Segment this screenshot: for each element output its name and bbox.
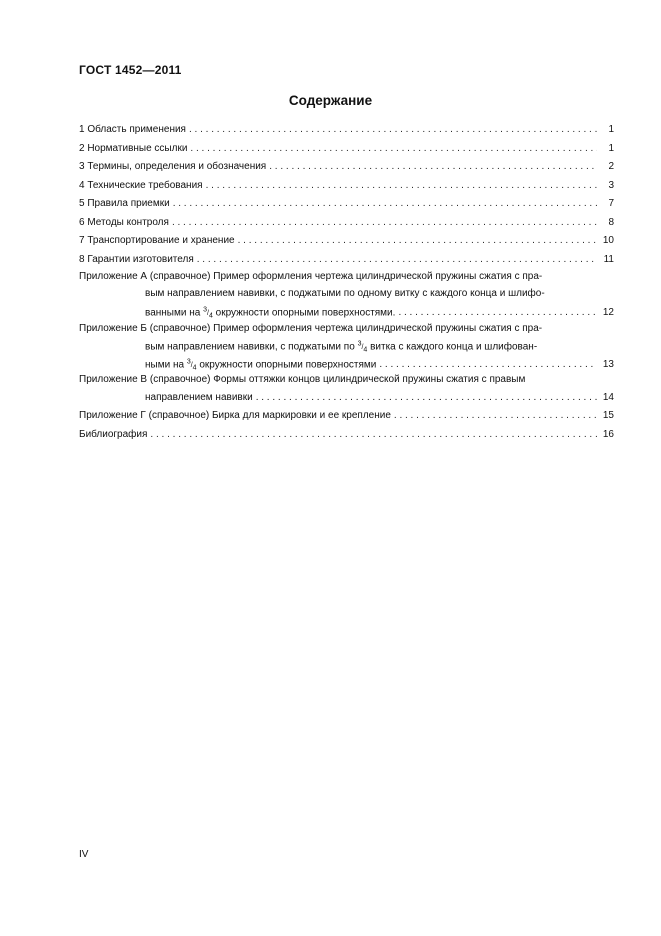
dot-leader <box>173 195 597 214</box>
dot-leader <box>190 140 597 159</box>
table-of-contents <box>79 121 614 444</box>
appendix-line: Приложение Б (справочное) Пример оформления чертежа цилиндрической пружины сжатия с пра- <box>79 322 543 334</box>
toc-item[interactable] <box>79 195 614 214</box>
toc-item-page: 13 <box>602 358 614 370</box>
toc-item-label: 8 Гарантии изготовителя <box>79 253 194 265</box>
toc-item[interactable] <box>79 214 614 233</box>
toc-item-label: 7 Транспортирование и хранение <box>79 235 235 246</box>
dot-leader <box>238 232 597 251</box>
dot-leader <box>206 177 597 196</box>
toc-item[interactable] <box>79 177 614 196</box>
fraction-denominator: 4 <box>363 346 368 354</box>
toc-item-page: 11 <box>603 253 614 265</box>
toc-item[interactable] <box>79 426 614 445</box>
toc-item-page: 12 <box>602 307 614 319</box>
toc-item[interactable] <box>79 407 614 426</box>
toc-item-page: 1 <box>608 142 614 154</box>
fraction-numerator: 3 <box>203 307 208 314</box>
toc-item-page: 8 <box>608 216 614 228</box>
toc-item-page: 2 <box>608 161 614 172</box>
fraction-numerator: 3 <box>357 341 362 348</box>
fraction-denominator: 4 <box>208 312 213 320</box>
toc-item-label: Библиография <box>79 428 148 440</box>
toc-item-label: 4 Технические требования <box>79 179 203 191</box>
fraction: 3/4 <box>357 341 368 354</box>
toc-item[interactable] <box>79 232 614 251</box>
appendix-text: ными на <box>145 358 187 370</box>
toc-item-page: 3 <box>608 179 614 191</box>
dot-leader <box>150 426 597 445</box>
dot-leader <box>394 407 597 426</box>
toc-item-label: Приложение Г (справочное) Бирка для маркировки и ее крепление <box>79 410 391 421</box>
dot-leader <box>189 121 597 140</box>
toc-item[interactable] <box>79 251 614 270</box>
page-title: Содержание <box>288 93 373 108</box>
toc-appendix-a[interactable] <box>79 269 614 321</box>
toc-item-page: 14 <box>602 391 614 403</box>
dot-leader <box>256 389 597 408</box>
appendix-text: вым направлением навивки, с поджатыми по <box>145 341 358 353</box>
toc-item-page: 10 <box>602 235 614 246</box>
appendix-text: окружности опорными поверхностями <box>196 358 377 370</box>
toc-item[interactable] <box>79 158 614 177</box>
appendix-line: направлением навивки <box>145 391 253 403</box>
fraction-denominator: 4 <box>192 364 197 372</box>
appendix-text: окружности опорными поверхностями. <box>212 307 396 319</box>
toc-item-page: 7 <box>608 198 614 209</box>
toc-item-page: 1 <box>608 124 614 135</box>
page-number: IV <box>79 849 89 860</box>
toc-item-page: 15 <box>602 410 614 421</box>
toc-item-label: 5 Правила приемки <box>79 198 170 209</box>
toc-item-label: 1 Область применения <box>79 124 186 135</box>
appendix-text: ванными на <box>145 307 204 319</box>
fraction: 3/4 <box>203 307 213 320</box>
appendix-line: Приложение А (справочное) Пример оформления чертежа цилиндрической пружины сжатия с пра- <box>79 271 543 282</box>
toc-item[interactable] <box>79 140 614 159</box>
dot-leader <box>172 214 597 233</box>
dot-leader <box>269 158 597 177</box>
fraction-numerator: 3 <box>186 358 191 366</box>
toc-item-label: 6 Методы контроля <box>79 216 169 228</box>
toc-item-page: 16 <box>602 428 614 440</box>
appendix-line: Приложение В (справочное) Формы оттяжки концов цилиндрической пружины сжатия с правым <box>79 374 526 385</box>
toc-appendix-v[interactable] <box>79 372 614 407</box>
document-header: ГОСТ 1452—2011 <box>79 63 182 77</box>
appendix-text: витка с каждого конца и шлифован- <box>367 341 538 353</box>
toc-appendix-b[interactable] <box>79 321 614 373</box>
fraction: 3/4 <box>186 358 197 372</box>
appendix-line: вым направлением навивки, с поджатыми по одному витку с каждого конца и шлифо- <box>145 287 545 299</box>
dot-leader <box>197 251 597 270</box>
toc-item[interactable] <box>79 121 614 140</box>
toc-item-label: 3 Термины, определения и обозначения <box>79 161 267 172</box>
appendix-line <box>79 337 614 354</box>
toc-item-label: 2 Нормативные ссылки <box>79 142 188 154</box>
